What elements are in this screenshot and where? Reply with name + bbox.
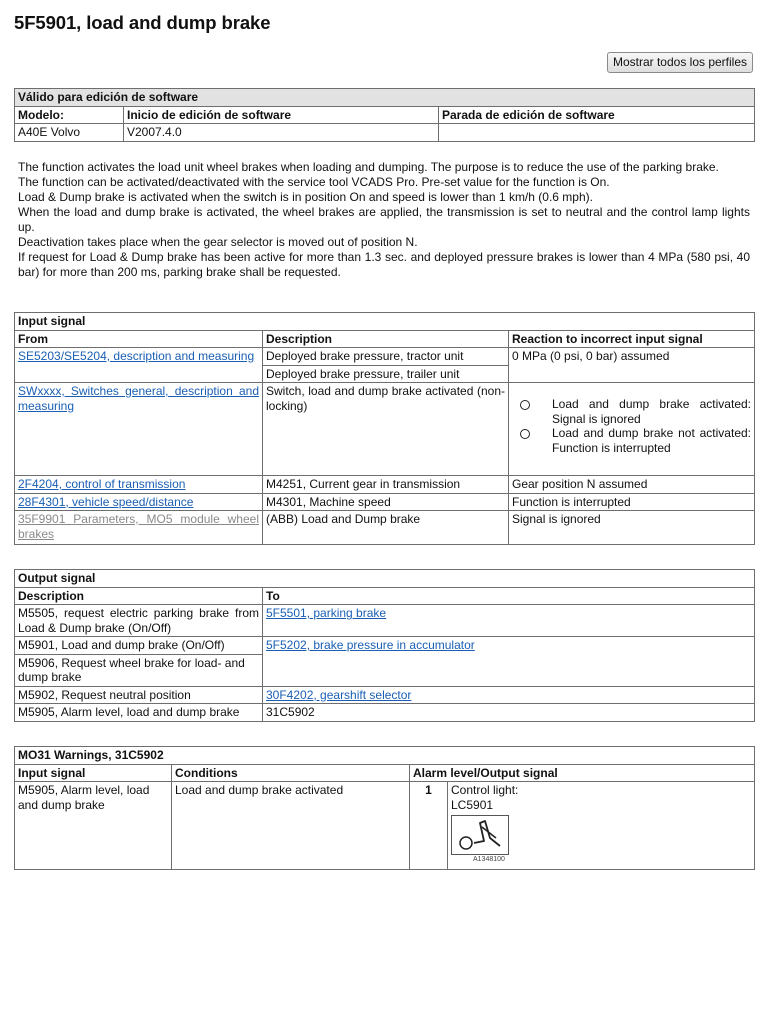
link-5f5501[interactable]: 5F5501, parking brake bbox=[266, 606, 387, 620]
input-reaction: Function is interrupted bbox=[509, 493, 755, 511]
output-description: M5901, Load and dump brake (On/Off) bbox=[15, 637, 263, 655]
col-header-from: From bbox=[15, 330, 263, 348]
col-header-to: To bbox=[263, 587, 755, 605]
warning-conditions: Load and dump brake activated bbox=[172, 782, 410, 870]
link-5f5202[interactable]: 5F5202, brake pressure in accumulator bbox=[266, 638, 475, 652]
col-header-reaction: Reaction to incorrect input signal bbox=[509, 330, 755, 348]
col-header-input-signal: Input signal bbox=[15, 764, 172, 782]
model-value: A40E Volvo bbox=[15, 124, 124, 142]
intro-paragraph: Load & Dump brake is activated when the switch is in position On and speed is lower than 1 km/h (0.6 mph). bbox=[18, 190, 593, 204]
output-signal-table bbox=[14, 569, 755, 722]
intro-paragraph: When the load and dump brake is activated, the wheel brakes are applied, the transmission is set to neutral and the control lamp lights up. bbox=[18, 205, 750, 234]
col-header-alarm-level: Alarm level/Output signal bbox=[410, 764, 755, 782]
link-se5203-se5204[interactable]: SE5203/SE5204, description and measuring bbox=[18, 349, 255, 363]
function-description bbox=[18, 160, 750, 280]
output-description: M5505, request electric parking brake from Load & Dump brake (On/Off) bbox=[15, 605, 263, 637]
warnings-caption: MO31 Warnings, 31C5902 bbox=[15, 747, 755, 765]
col-header-model: Modelo: bbox=[15, 106, 124, 124]
link-2f4204[interactable]: 2F4204, control of transmission bbox=[18, 477, 186, 491]
software-edition-caption: Válido para edición de software bbox=[15, 89, 755, 107]
link-35f9901[interactable]: 35F9901 Parameters, MO5 module wheel brakes bbox=[18, 512, 259, 541]
input-description: M4251, Current gear in transmission bbox=[263, 476, 509, 494]
input-description: (ABB) Load and Dump brake bbox=[263, 511, 509, 545]
intro-paragraph: The function activates the load unit wheel brakes when loading and dumping. The purpose is to reduce the use of the parking brake. bbox=[18, 160, 719, 174]
input-description: M4301, Machine speed bbox=[263, 493, 509, 511]
input-description: Deployed brake pressure, tractor unit bbox=[263, 348, 509, 366]
alarm-level-number: 1 bbox=[410, 782, 448, 870]
control-light-label: Control light: bbox=[451, 783, 519, 797]
software-edition-table bbox=[14, 88, 755, 142]
link-28f4301[interactable]: 28F4301, vehicle speed/distance bbox=[18, 494, 194, 509]
intro-paragraph: The function can be activated/deactivated with the service tool VCADS Pro. Pre-set value for the function is On. bbox=[18, 175, 610, 189]
input-signal-caption: Input signal bbox=[15, 313, 755, 331]
input-description: Switch, load and dump brake activated (non-locking) bbox=[263, 383, 509, 476]
control-light-code: LC5901 bbox=[451, 797, 494, 812]
output-description: M5902, Request neutral position bbox=[15, 686, 263, 704]
warnings-table bbox=[14, 746, 755, 870]
col-header-start-edition: Inicio de edición de software bbox=[124, 106, 439, 124]
icon-code: A1348100 bbox=[473, 856, 505, 863]
output-target: 31C5902 bbox=[263, 704, 755, 722]
link-swxxxx-switches[interactable]: SWxxxx, Switches general, description and measuring bbox=[18, 384, 259, 413]
output-description: M5906, Request wheel brake for load- and dump brake bbox=[15, 654, 263, 686]
input-signal-table bbox=[14, 312, 755, 545]
output-description: M5905, Alarm level, load and dump brake bbox=[15, 704, 263, 722]
warning-output bbox=[448, 782, 755, 870]
link-30f4202[interactable]: 30F4202, gearshift selector bbox=[266, 687, 412, 702]
page-title: 5F5901, load and dump brake bbox=[14, 12, 271, 33]
show-all-profiles-button[interactable]: Mostrar todos los perfiles bbox=[607, 52, 753, 73]
load-dump-brake-symbol-icon bbox=[451, 815, 509, 855]
stop-edition-value bbox=[439, 124, 755, 142]
input-reaction: Gear position N assumed bbox=[509, 476, 755, 494]
list-item: Load and dump brake not activated: Function is interrupted bbox=[512, 426, 751, 455]
list-item: Load and dump brake activated: Signal is ignored bbox=[512, 397, 751, 426]
input-reaction: Signal is ignored bbox=[509, 511, 755, 545]
output-signal-caption: Output signal bbox=[15, 570, 755, 588]
col-header-conditions: Conditions bbox=[172, 764, 410, 782]
col-header-description: Description bbox=[263, 330, 509, 348]
warning-input-signal: M5905, Alarm level, load and dump brake bbox=[15, 782, 172, 870]
col-header-description: Description bbox=[15, 587, 263, 605]
intro-paragraph: Deactivation takes place when the gear selector is moved out of position N. bbox=[18, 235, 418, 249]
intro-paragraph: If request for Load & Dump brake has been active for more than 1.3 sec. and deployed pressure brakes is lower than 4 MPa (580 psi, 40 bar) for more than 200 ms, parking brake shall be requested. bbox=[18, 250, 750, 279]
input-reaction: 0 MPa (0 psi, 0 bar) assumed bbox=[509, 348, 755, 383]
col-header-stop-edition: Parada de edición de software bbox=[439, 106, 755, 124]
input-reaction bbox=[509, 383, 755, 476]
input-description: Deployed brake pressure, trailer unit bbox=[263, 365, 509, 383]
start-edition-value: V2007.4.0 bbox=[124, 124, 439, 142]
